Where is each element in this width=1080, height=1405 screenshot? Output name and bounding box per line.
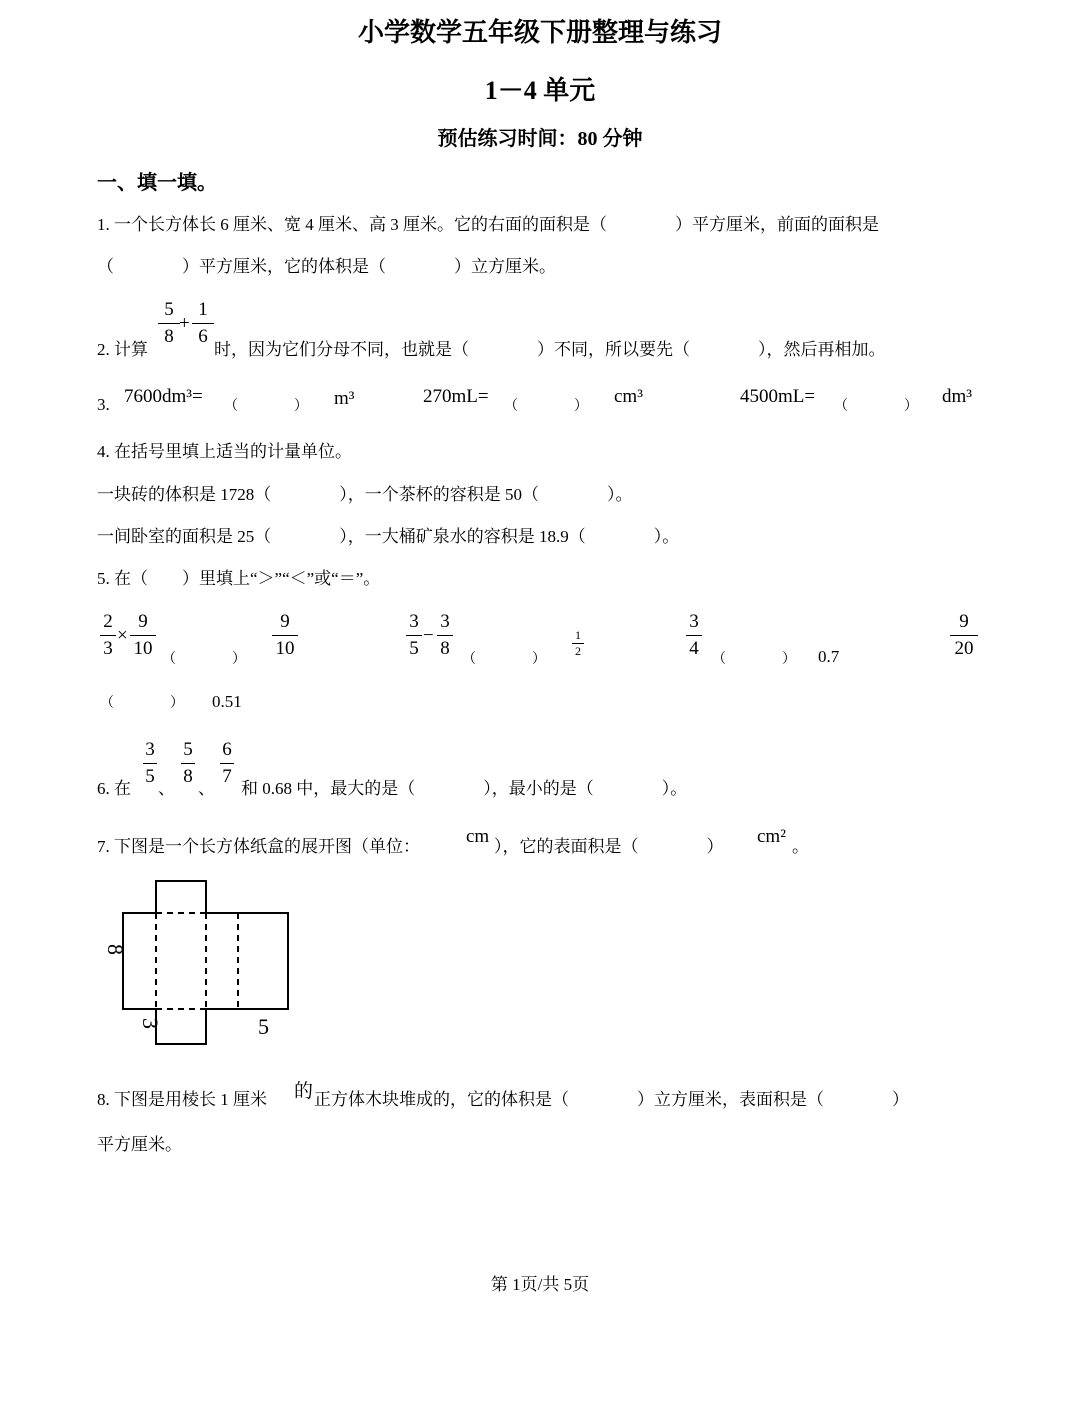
q3-blank-a: （ ） — [224, 399, 308, 414]
q5-e4-frac-a — [950, 610, 978, 661]
q5-e2-blank: （ ） — [462, 652, 546, 667]
q4-line3: 一间卧室的面积是 25（ ），一大桶矿泉水的容积是 18.9（ ）。 — [97, 527, 680, 546]
q3-blank-b: （ ） — [504, 399, 588, 414]
doc-time: 预估练习时间：80 分钟 — [437, 128, 643, 150]
q8-line2: 平方厘米。 — [97, 1135, 182, 1154]
q8-text-a: 8. 下图是用棱长 1 厘米 — [97, 1090, 267, 1109]
net-fold-lines — [156, 913, 238, 1009]
q5-line1: 5. 在（ ）里填上“＞”“＜”或“＝”。 — [97, 569, 381, 588]
denominator: 10 — [275, 638, 295, 659]
q7-unit2: cm² — [757, 826, 786, 847]
q3-expr-a: 7600dm³= — [124, 386, 203, 407]
q5-e1-frac-c — [272, 610, 298, 661]
numerator: 1 — [198, 299, 208, 320]
denominator: 5 — [145, 766, 155, 787]
q5-e2-frac-b — [437, 610, 453, 661]
q2-prefix: 2. 计算 — [97, 340, 148, 359]
box-net-diagram — [90, 870, 310, 1055]
q3-expr-b: 270mL= — [423, 386, 489, 407]
q5-e1-blank: （ ） — [162, 652, 246, 667]
q2-fraction-1 — [158, 298, 180, 349]
q7-text-a: 7. 下图是一个长方体纸盒的展开图（单位： — [97, 837, 420, 856]
q3-number: 3. — [97, 395, 110, 414]
doc-title: 小学数学五年级下册整理与练习 — [357, 18, 722, 47]
numerator: 9 — [138, 611, 148, 632]
denominator: 2 — [575, 644, 581, 658]
q3-blank-c: （ ） — [834, 399, 918, 414]
doc-unit: 1－4 单元 — [484, 76, 596, 105]
q2-fraction-2 — [192, 298, 214, 349]
q5-e1-frac-b — [130, 610, 156, 661]
q5-e1-op: × — [117, 625, 128, 646]
denominator: 4 — [689, 638, 699, 659]
numerator: 3 — [409, 611, 419, 632]
numerator: 9 — [280, 611, 290, 632]
q2-plus: + — [179, 313, 190, 334]
q5-e2-frac-c — [572, 629, 584, 658]
q4-line1: 4. 在括号里填上适当的计量单位。 — [97, 442, 352, 461]
q6-fraction-1 — [143, 738, 157, 789]
net-top-flap — [156, 881, 206, 913]
q5-e4-rhs: 0.51 — [212, 692, 242, 711]
q6-sep-1: 、 — [158, 779, 175, 798]
q7-unit: cm — [466, 826, 490, 847]
q2-suffix: 时，因为它们分母不同，也就是（ ）不同，所以要先（ ），然后再相加。 — [214, 340, 886, 359]
denominator: 6 — [198, 326, 208, 347]
denominator: 10 — [133, 638, 153, 659]
q6-sep-2: 、 — [198, 779, 215, 798]
q5-e4-blank: （ ） — [100, 696, 184, 711]
q7-end: 。 — [792, 837, 809, 856]
q7-text-b: ），它的表面积是（ ） — [494, 837, 724, 856]
numerator: 3 — [689, 611, 699, 632]
q3-unit-b: cm³ — [614, 386, 643, 407]
denominator: 8 — [183, 766, 193, 787]
denominator: 20 — [954, 638, 974, 659]
q5-e1-frac-a — [100, 610, 116, 661]
q3-unit-c: dm³ — [942, 386, 972, 407]
numerator: 3 — [145, 739, 155, 760]
denominator: 3 — [103, 638, 113, 659]
page-footer: 第 1页/共 5页 — [490, 1275, 590, 1294]
q6-fraction-3 — [220, 738, 234, 789]
q5-e2-frac-a — [406, 610, 422, 661]
section-heading: 一、填一填。 — [97, 172, 217, 194]
numerator: 3 — [440, 611, 450, 632]
q8-text-de: 的 — [294, 1081, 314, 1102]
numerator: 5 — [164, 299, 174, 320]
q3-unit-a: m³ — [334, 388, 355, 409]
q1-line1: 1. 一个长方体长 6 厘米、宽 4 厘米、高 3 厘米。它的右面的面积是（ ）平方厘米，前面的面积是 — [97, 215, 879, 234]
net-label-5: 5 — [258, 1014, 269, 1039]
q8-text-b: 正方体木块堆成的，它的体积是（ ）立方厘米，表面积是（ ） — [314, 1090, 909, 1109]
numerator: 1 — [575, 628, 581, 642]
denominator: 8 — [440, 638, 450, 659]
q5-e3-frac-a — [686, 610, 702, 661]
numerator: 9 — [959, 611, 969, 632]
q6-suffix: 和 0.68 中，最大的是（ ），最小的是（ ）。 — [241, 779, 688, 798]
denominator: 8 — [164, 326, 174, 347]
q4-line2: 一块砖的体积是 1728（ ），一个茶杯的容积是 50（ ）。 — [97, 485, 633, 504]
q5-e3-blank: （ ） — [712, 652, 796, 667]
q5-e3-rhs: 0.7 — [818, 647, 840, 666]
q6-fraction-2 — [181, 738, 195, 789]
denominator: 7 — [222, 766, 232, 787]
numerator: 2 — [103, 611, 113, 632]
net-label-3: 3 — [138, 1018, 163, 1029]
numerator: 6 — [222, 739, 232, 760]
q6-prefix: 6. 在 — [97, 779, 131, 798]
numerator: 5 — [183, 739, 193, 760]
net-label-8: 8 — [103, 944, 128, 955]
q3-expr-c: 4500mL= — [740, 386, 816, 407]
q5-e2-op: − — [423, 625, 434, 646]
denominator: 5 — [409, 638, 419, 659]
q1-line2: （ ）平方厘米，它的体积是（ ）立方厘米。 — [97, 257, 556, 276]
